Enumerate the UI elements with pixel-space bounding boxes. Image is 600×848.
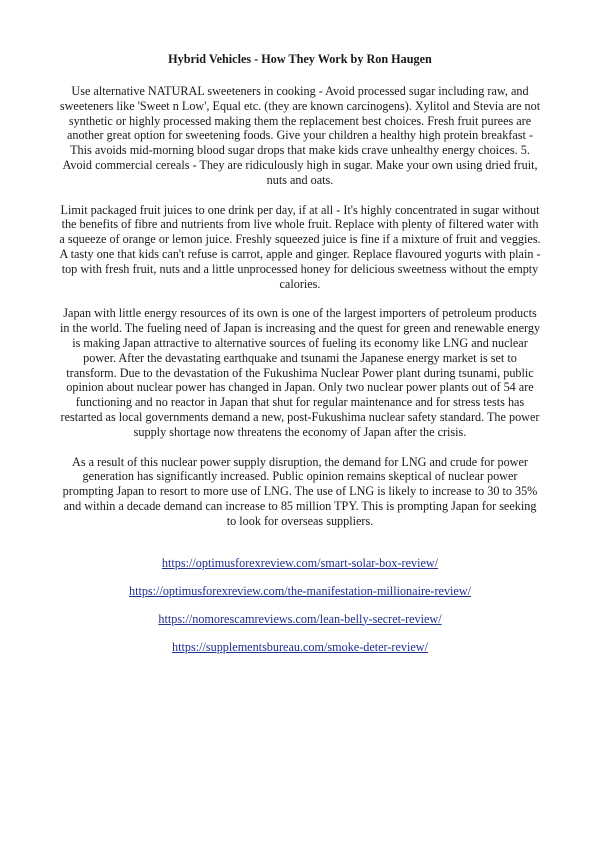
document-page — [58, 52, 542, 668]
paragraph-lng-demand: As a result of this nuclear power supply disruption, the demand for LNG and crude for power generation has significantly increased. Public opinion remains skeptical of nuclear power prompting Japan to resort to more use of LNG. The use of LNG is likely to increase to 30 to 35% and within a decade demand can increase to 85 million TPY. This is prompting Japan for seeking to look for overseas suppliers. — [62, 454, 538, 528]
paragraph-sweeteners: Use alternative NATURAL sweeteners in cooking - Avoid processed sugar including raw, and sweeteners like 'Sweet n Low', Equal etc. (they are known carcinogens). Xylitol and Stevia are not synthetic or highly processed making them the replacement best choices. Fresh fruit purees are another great option for sweetening foods. Give your children a healthy high protein breakfast - This avoids mid-morning blood sugar drops that make kids crave unhealthy energy choices. 5. Avoid commercial cereals - They are ridiculously high in sugar. Make your own using dried fruit, nuts and oats. — [59, 84, 541, 187]
link-smoke-deter-review[interactable]: https://supplementsbureau.com/smoke-deter-review/ — [172, 639, 428, 654]
link-list — [58, 556, 542, 655]
link-smart-solar-box-review[interactable]: https://optimusforexreview.com/smart-solar-box-review/ — [161, 555, 439, 570]
link-lean-belly-secret-review[interactable]: https://nomorescamreviews.com/lean-belly-secret-review/ — [158, 611, 442, 626]
paragraph-fruit-juices: Limit packaged fruit juices to one drink per day, if at all - It's highly concentrated in sugar without the benefits of fibre and nutrients from live whole fruit. Replace with plenty of filtered water with a squeeze of orange or lemon juice. Freshly squeezed juice is fine if a mixture of fruit and veggies. A tasty one that kids can't refuse is carrot, apple and ginger. Replace flavoured yogurts with plain - top with fresh fruit, nuts and a little unprocessed honey for delicious sweetness without the empty calories. — [59, 202, 541, 291]
document-title: Hybrid Vehicles - How They Work by Ron Haugen — [168, 52, 432, 66]
link-manifestation-millionaire-review[interactable]: https://optimusforexreview.com/the-manifestation-millionaire-review/ — [128, 583, 472, 598]
paragraph-japan-energy: Japan with little energy resources of its own is one of the largest importers of petroleum products in the world. The fueling need of Japan is increasing and the quest for green and renewable energy is making Japan attractive to alternative sources of fueling its economy like LNG and nuclear power. After the devastating earthquake and tsunami the Japanese energy market is set to transform. Due to the devastation of the Fukushima Nuclear Power plant during tsunami, public opinion about nuclear power has changed in Japan. Only two nuclear power plants out of 54 are functioning and no reactor in Japan that shut for regular maintenance and for stress tests has restarted as local governments demand a new, post-Fukushima nuclear safety standard. The power supply shortage now threatens the economy of Japan after the crisis. — [59, 306, 541, 439]
